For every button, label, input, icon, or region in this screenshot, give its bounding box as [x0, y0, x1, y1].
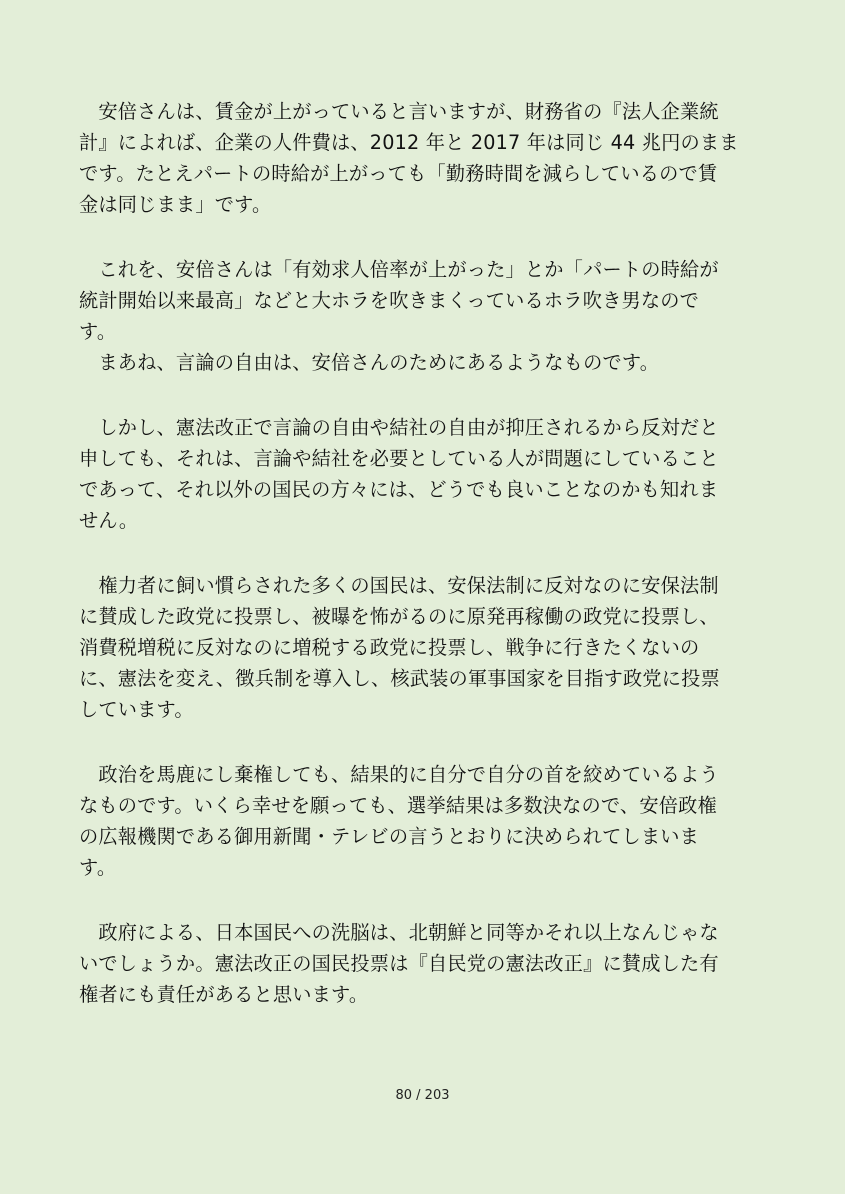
paragraph-6 [79, 917, 739, 1010]
text-line: 権者にも責任があると思います。 [79, 983, 369, 1006]
text-line: まあね、言論の自由は、安倍さんのためにあるようなものです。 [79, 351, 660, 374]
text-line: 政治を馬鹿にし棄権しても、結果的に自分で自分の首を絞めているよう [79, 763, 719, 786]
text-line: に賛成した政党に投票し、被曝を怖がるのに原発再稼働の政党に投票し、 [79, 605, 719, 628]
page-number: 80 / 203 [395, 1088, 450, 1103]
paragraph-gap [79, 725, 739, 759]
text-line: 権力者に飼い慣らされた多くの国民は、安保法制に反対なのに安保法制 [79, 574, 719, 597]
text-line: に、憲法を変え、徴兵制を導入し、核武装の軍事国家を目指す政党に投票 [79, 667, 720, 690]
paragraph-gap [79, 220, 739, 254]
text-line: せん。 [79, 509, 139, 532]
paragraph-3 [79, 412, 739, 536]
paragraph-2 [79, 254, 739, 378]
paragraph-1 [79, 96, 739, 220]
text-line: であって、それ以外の国民の方々には、どうでも良いことなのかも知れま [79, 478, 719, 501]
text-line: です。たとえパートの時給が上がっても「勤務時間を減らしているので賃 [79, 162, 718, 185]
text-line: 政府による、日本国民への洗脳は、北朝鮮と同等かそれ以上なんじゃな [79, 921, 719, 944]
text-line: 統計開始以来最高」などと大ホラを吹きまくっているホラ吹き男なので [79, 289, 700, 312]
text-line: す。 [79, 856, 117, 879]
paragraph-4 [79, 570, 739, 725]
text-line: 計』によれば、企業の人件費は、2012 年と 2017 年は同じ 44 兆円のまま [79, 131, 739, 154]
paragraph-5 [79, 759, 739, 883]
text-line: なものです。いくら幸せを願っても、選挙結果は多数決なので、安倍政権 [79, 794, 717, 817]
text-line: これを、安倍さんは「有効求人倍率が上がった」とか「パートの時給が [79, 258, 719, 281]
text-line: す。 [79, 320, 117, 343]
paragraph-gap [79, 378, 739, 412]
text-line: 消費税増税に反対なのに増税する政党に投票し、戦争に行きたくないの [79, 636, 700, 659]
text-line: いでしょうか。憲法改正の国民投票は『自民党の憲法改正』に賛成した有 [79, 952, 719, 975]
text-line: 金は同じまま」です。 [79, 193, 272, 216]
text-line: の広報機関である御用新聞・テレビの言うとおりに決められてしまいま [79, 825, 700, 848]
body-text [79, 96, 739, 1010]
text-line: しています。 [79, 698, 194, 721]
text-line: 安倍さんは、賃金が上がっていると言いますが、財務省の『法人企業統 [79, 100, 719, 123]
paragraph-gap [79, 883, 739, 917]
text-line: 申しても、それは、言論や結社を必要としている人が問題にしていること [79, 447, 719, 470]
text-line: しかし、憲法改正で言論の自由や結社の自由が抑圧されるから反対だと [79, 416, 719, 439]
paragraph-gap [79, 536, 739, 570]
